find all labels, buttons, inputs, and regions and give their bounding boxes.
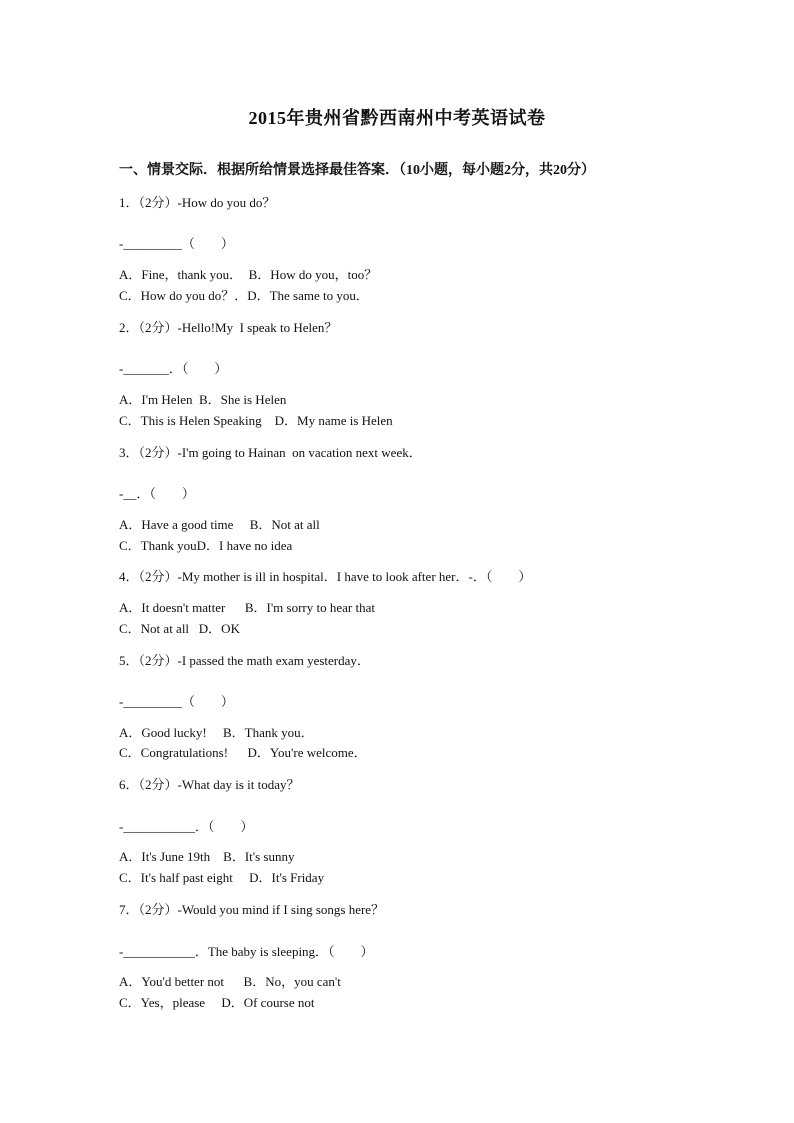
- answer-blank-1: -_________（ ）: [119, 236, 234, 251]
- options-6-ab: A．It's June 19th B．It's sunny: [119, 849, 295, 864]
- question-5: 5．（2分）-I passed the math exam yesterday．: [119, 653, 370, 668]
- exam-title: 2015年贵州省黔西南州中考英语试卷: [248, 108, 546, 128]
- answer-blank-6: -___________．（ ）: [119, 819, 254, 834]
- question-2: 2．（2分）-Hello!My I speak to Helen？: [119, 320, 338, 335]
- options-2-ab: A．I'm Helen B．She is Helen: [119, 392, 287, 407]
- options-7-ab: A．You'd better not B．No，you can't: [119, 974, 341, 989]
- options-4-cd: C．Not at all D．OK: [119, 621, 240, 636]
- options-3-cd: C．Thank youD．I have no idea: [119, 538, 293, 553]
- answer-blank-5: -_________（ ）: [119, 694, 234, 709]
- options-1-cd: C．How do you do？．D．The same to you．: [119, 288, 369, 303]
- answer-blank-3: -__．（ ）: [119, 486, 195, 501]
- options-7-cd: C．Yes，please D．Of course not: [119, 995, 315, 1010]
- question-7: 7．（2分）-Would you mind if I sing songs here？: [119, 902, 385, 917]
- options-5-cd: C．Congratulations! D．You're welcome．: [119, 745, 367, 760]
- options-2-cd: C．This is Helen Speaking D．My name is Helen: [119, 413, 393, 428]
- answer-blank-7: -___________．The baby is sleeping．（ ）: [119, 944, 374, 959]
- section-heading: 一、情景交际．根据所给情景选择最佳答案．（10小题，每小题2分，共20分）: [119, 163, 595, 178]
- question-6: 6．（2分）-What day is it today？: [119, 777, 300, 792]
- options-1-ab: A．Fine，thank you． B．How do you，too？: [119, 267, 378, 282]
- options-5-ab: A．Good lucky! B．Thank you．: [119, 725, 314, 740]
- question-4: 4．（2分）-My mother is ill in hospital．I have to look after her．-．（ ）: [119, 569, 532, 584]
- question-1: 1．（2分）-How do you do？: [119, 195, 276, 210]
- options-3-ab: A．Have a good time B．Not at all: [119, 517, 320, 532]
- options-6-cd: C．It's half past eight D．It's Friday: [119, 870, 325, 885]
- question-3: 3．（2分）-I'm going to Hainan on vacation next week．: [119, 445, 422, 460]
- answer-blank-2: -_______．（ ）: [119, 361, 228, 376]
- options-4-ab: A．It doesn't matter B．I'm sorry to hear that: [119, 600, 375, 615]
